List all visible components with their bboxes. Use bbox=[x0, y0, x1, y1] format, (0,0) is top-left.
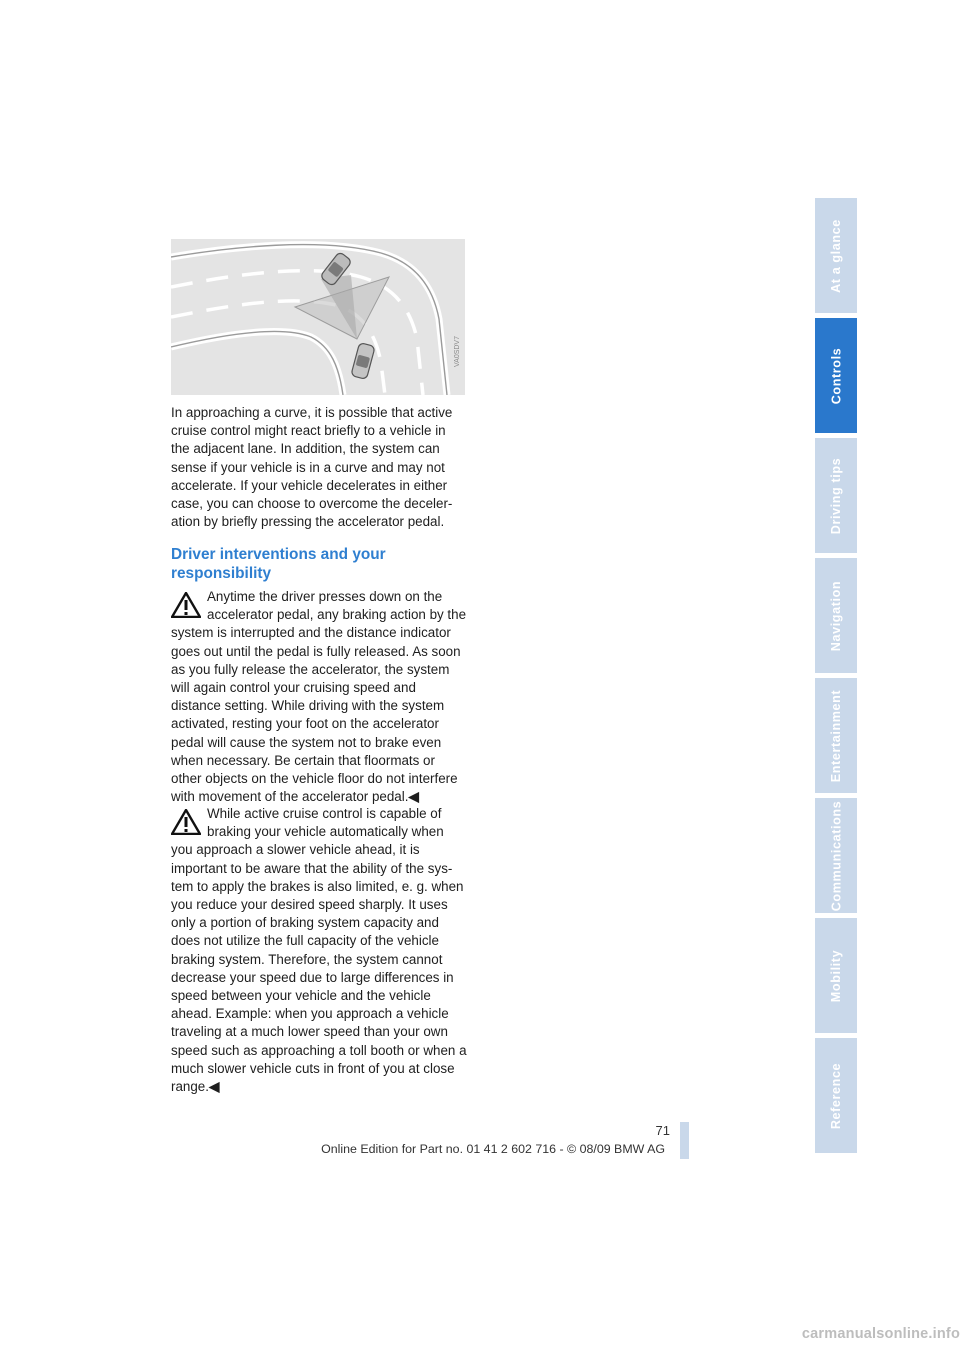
chapter-tabs bbox=[815, 198, 857, 1160]
warning-block-accelerator bbox=[171, 588, 467, 806]
warning-triangle-icon bbox=[171, 809, 201, 835]
warning-text: Anytime the driver presses down on the accelerator pedal, any braking action by the system is interrupted and the distance indicator goes out until the pedal is fully released. As soon as you fully release the accelerator, the system will again control your cruising speed and distance setting. While driving with the system activated, resting your foot on the accelerator pedal will cause the system not to brake even when necessary. Be certain that floormats or other objects on the vehicle floor do not interfere with movement of the accelerator pedal. bbox=[171, 589, 467, 805]
edition-footer: Online Edition for Part no. 01 41 2 602 716 - © 08/09 BMW AG bbox=[321, 1142, 665, 1156]
tab-mobility[interactable] bbox=[815, 918, 857, 1036]
end-mark: ◀ bbox=[208, 1079, 220, 1095]
watermark: carmanualsonline.info bbox=[801, 1326, 960, 1342]
tab-label: Driving tips bbox=[829, 457, 844, 534]
tab-at-a-glance[interactable] bbox=[815, 198, 857, 316]
page-number: 71 bbox=[655, 1123, 670, 1138]
body-text bbox=[171, 404, 467, 541]
warning-block-braking bbox=[171, 805, 467, 1096]
warning-triangle-icon bbox=[171, 592, 201, 618]
tab-entertainment[interactable] bbox=[815, 678, 857, 796]
curve-illustration bbox=[171, 239, 465, 395]
tab-label: Controls bbox=[829, 347, 844, 404]
section-heading: Driver interventions and your responsibility bbox=[171, 546, 386, 582]
tab-label: Navigation bbox=[829, 580, 844, 651]
tab-label: Communications bbox=[829, 800, 843, 911]
tab-reference[interactable] bbox=[815, 1038, 857, 1156]
footer-bar bbox=[680, 1122, 689, 1159]
tab-communications[interactable] bbox=[815, 798, 857, 916]
warning-text: While active cruise control is capable of braking your vehicle automatically when you approach a slower vehicle ahead, it is important to be aware that the ability of the system to apply the brakes is also limited, e. g. when you reduce your desired speed sharply. It uses only a portion of braking system capacity and does not utilize the full capacity of the vehicle braking system. Therefore, the system cannot decrease your speed due to large differences in speed between your vehicle and the vehicle ahead. Example: when you approach a vehicle traveling at a much lower speed than your own speed such as approaching a toll booth or when a much slower vehicle cuts in front of you at close range. bbox=[171, 806, 467, 1095]
tab-label: At a glance bbox=[829, 218, 844, 293]
paragraph-curve: In approaching a curve, it is possible that active cruise control might react briefly to a vehicle in the adjacent lane. In addition, the system can sense if your vehicle is in a curve and may not accelerate. If your vehicle decelerates in either case, you can choose to overcome the deceleration by briefly pressing the accelerator pedal. bbox=[171, 405, 453, 530]
tab-driving-tips[interactable] bbox=[815, 438, 857, 556]
tab-controls[interactable] bbox=[815, 318, 857, 436]
tab-label: Mobility bbox=[829, 949, 843, 1002]
curve-diagram bbox=[171, 239, 465, 395]
end-mark: ◀ bbox=[408, 789, 419, 805]
image-code: VA0SDV7 bbox=[454, 336, 461, 367]
tab-navigation[interactable] bbox=[815, 558, 857, 676]
tab-label: Entertainment bbox=[829, 689, 844, 782]
tab-label: Reference bbox=[829, 1062, 843, 1129]
